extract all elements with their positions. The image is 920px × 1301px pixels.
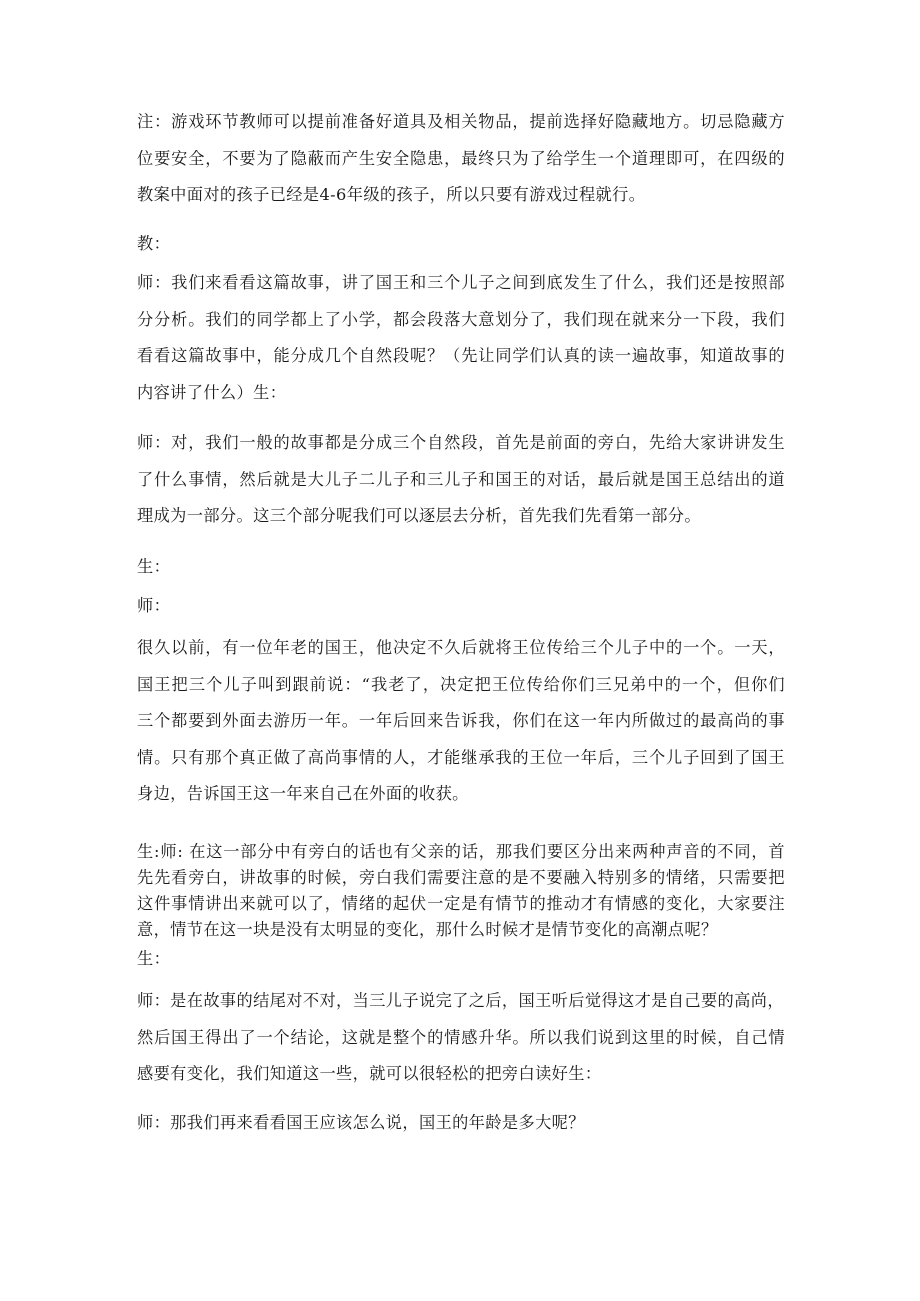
text-line: 注：游戏环节教师可以提前准备好道具及相关物品，提前选择好隐藏地方。切忌隐藏方	[137, 112, 785, 131]
text-line: 了什么事情，然后就是大儿子二儿子和三儿子和国王的对话，最后就是国王总结出的道	[137, 469, 785, 489]
text-line: 生：	[137, 949, 171, 968]
text-line: 先先看旁白，讲故事的时候，旁白我们需要注意的是不要融入特别多的情绪，只需要把	[137, 868, 785, 887]
text-line: 教案中面对的孩子已经是4-6年级的孩子，所以只要有游戏过程就行。	[137, 185, 646, 205]
teacher-label-paragraph	[137, 588, 785, 625]
text-line: 感要有变化，我们知道这一些，就可以很轻松的把旁白读好生：	[137, 1064, 602, 1084]
teacher-paragraph-3	[137, 983, 785, 1093]
text-line: 身边，告诉国王这一年来自己在外面的收获。	[137, 784, 469, 804]
story-paragraph	[137, 630, 785, 813]
text-line: 师：对，我们一般的故事都是分成三个自然段，首先是前面的旁白，先给大家讲讲发生	[137, 433, 785, 452]
text-line: 师：那我们再来看看国王应该怎么说，国王的年龄是多大呢？	[137, 1113, 585, 1132]
text-line: 看看这篇故事中，能分成几个自然段呢？（先让同学们认真的读一遍故事，知道故事的	[137, 346, 785, 366]
text-line: 内容讲了什么）生：	[137, 382, 287, 402]
text-line: 教：	[137, 234, 171, 253]
text-line: 师：我们来看看这篇故事，讲了国王和三个儿子之间到底发生了什么，我们还是按照部	[137, 273, 785, 292]
teacher-paragraph-4	[137, 1105, 785, 1142]
text-line: 理成为一部分。这三个部分呢我们可以逐层去分析，首先我们先看第一部分。	[137, 506, 701, 526]
note-paragraph	[137, 104, 785, 214]
student-teacher-paragraph	[137, 839, 785, 943]
text-line: 生:师: 在这一部分中有旁白的话也有父亲的话，那我们要区分出来两种声音的不同，首	[137, 842, 785, 861]
text-line: 很久以前，有一位年老的国王，他决定不久后就将王位传给三个儿子中的一个。一天，	[137, 638, 785, 657]
teacher-paragraph-2	[137, 425, 785, 535]
teacher-paragraph-1	[137, 265, 785, 411]
text-line: 师：是在故事的结尾对不对，当三儿子说完了之后，国王听后觉得这才是自己要的高尚，	[137, 991, 784, 1010]
text-line: 位要安全，不要为了隐蔽而产生安全隐患，最终只为了给学生一个道理即可，在四级的	[137, 148, 785, 168]
text-line: 意，情节在这一块是没有太明显的变化，那什么时候才是情节变化的高潮点呢？	[137, 920, 718, 939]
text-line: 师：	[137, 596, 171, 615]
teach-label-paragraph	[137, 226, 785, 263]
text-line: 然后国王得出了一个结论，这就是整个的情感升华。所以我们说到这里的时候，自己情	[137, 1027, 785, 1047]
student-label-paragraph-2	[137, 941, 785, 978]
text-line: 国王把三个儿子叫到跟前说：“我老了，决定把王位传给你们三兄弟中的一个，但你们	[137, 674, 785, 694]
text-line: 分分析。我们的同学都上了小学，都会段落大意划分了，我们现在就来分一下段，我们	[137, 309, 785, 329]
text-line: 情。只有那个真正做了高尚事情的人，才能继承我的王位一年后，三个儿子回到了国王	[137, 747, 785, 767]
text-line: 这件事情讲出来就可以了，情绪的起伏一定是有情节的推动才有情感的变化，大家要注	[137, 894, 785, 913]
text-line: 生：	[137, 557, 171, 576]
student-label-paragraph	[137, 549, 785, 586]
text-line: 三个都要到外面去游历一年。一年后回来告诉我，你们在这一年内所做过的最高尚的事	[137, 711, 785, 731]
